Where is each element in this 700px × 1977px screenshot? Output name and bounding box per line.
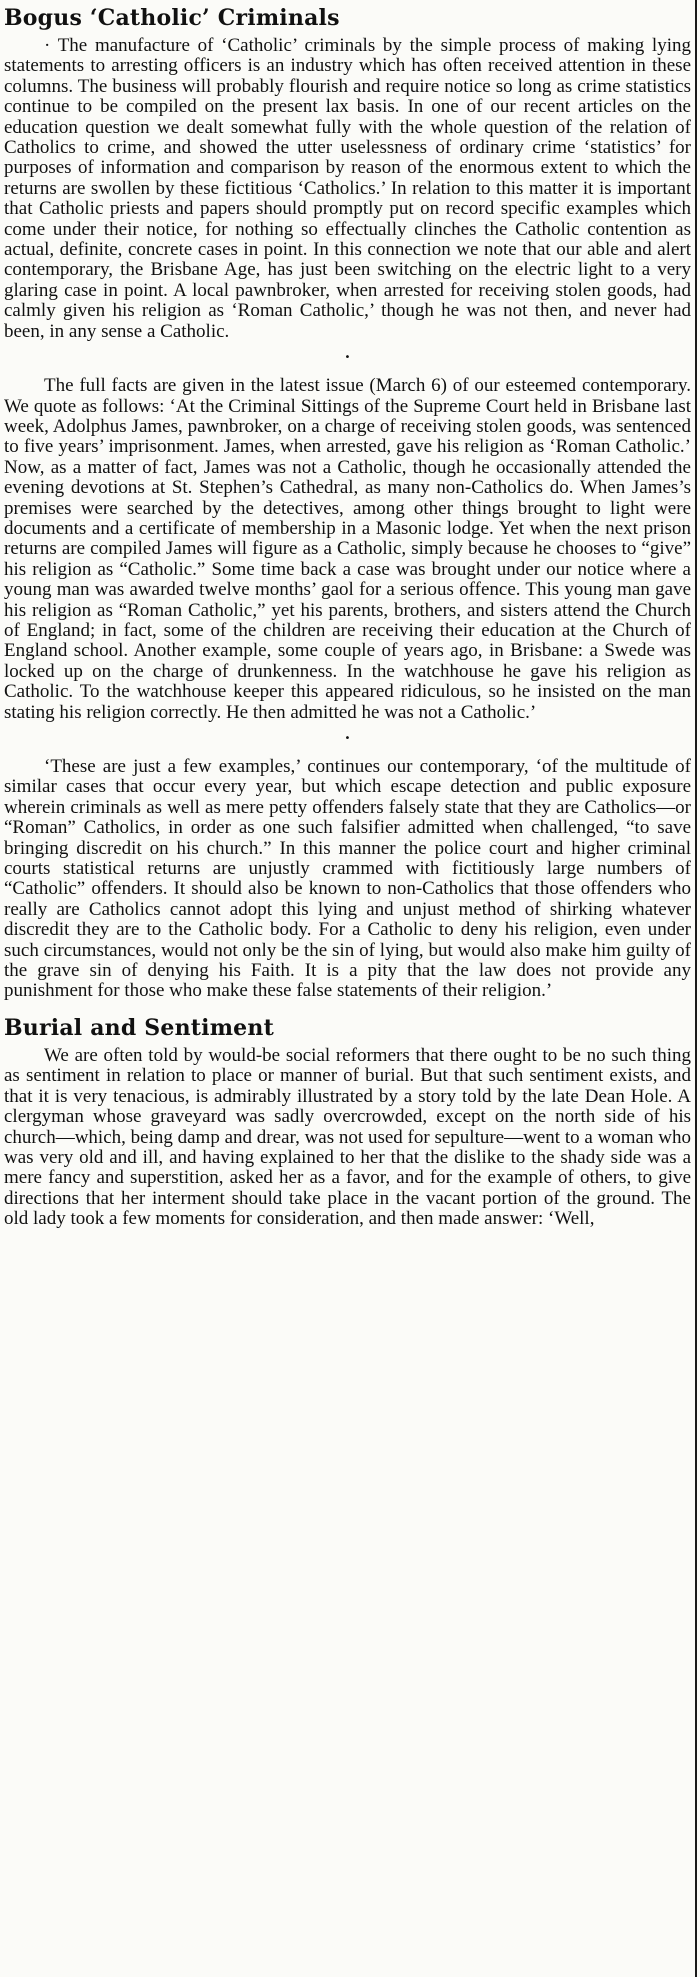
article1-paragraph-3: ‘These are just a few examples,’ continues our contemporary, ‘of the multitude of similar cases that occur every year, but which escape detection and public exposure wherein criminals as well as mere petty offenders falsely state that they are Catholics—or “Roman” Catholics, in order as one such falsifier admitted when challenged, “to save bringing discredit on his church.” In this manner the police court and higher criminal courts statistical returns are unjustly crammed with fictitiously large numbers of “Catholic” offenders. It should also be known to non-Catholics that those offenders who really are Catholics cannot adopt this lying and unjust method of shirking whatever discredit they are to the Catholic body. For a Catholic to deny his religion, even under such circumstances, would not only be the sin of lying, but would also make him guilty of the grave sin of denying his Faith. It is a pity that the law does not provide any punishment for those who make these false statements of their religion.’ [4, 756, 691, 1002]
article1-paragraph-2: The full facts are given in the latest issue (March 6) of our esteemed contemporary. We quote as follows: ‘At the Criminal Sittings of the Supreme Court held in Brisbane last week, Adolphus James, pawnbroker, on a charge of receiving stolen goods, was sentenced to five years’ imprisonment. James, when arrested, gave his religion as ‘Roman Catholic.’ Now, as a matter of fact, James was not a Catholic, though he occasionally attended the evening devotions at St. Stephen’s Cathedral, as many non-Catholics do. When James’s premises were searched by the detectives, among other things brought to light were documents and a certificate of membership in a Masonic lodge. Yet when the next prison returns are compiled James will figure as a Catholic, simply because he chooses to “give” his religion as “Catholic.” Some time back a case was brought under our notice where a young man was awarded twelve months’ gaol for a serious offence. This young man gave his religion as “Roman Catholic,” yet his parents, brothers, and sisters attend the Church of England; in fact, some of the children are receiving their education at the Church of England school. Another example, some couple of years ago, in Brisbane: a Swede was locked up on the charge of drunkenness. In the watchhouse he gave his religion as Catholic. To the watchhouse keeper this appeared ridiculous, so he insisted on the man stating his religion correctly. He then admitted he was not a Catholic.’ [4, 375, 691, 723]
section-separator: • [344, 352, 351, 364]
article-title-burial-and-sentiment: Burial and Sentiment [4, 1014, 274, 1041]
column-rule [695, 0, 697, 1977]
article2-paragraph-1: We are often told by would-be social reformers that there ought to be no such thing as sentiment in relation to place or manner of burial. But that such sentiment exists, and that it is very tenacious, is admirably illustrated by a story told by the late Dean Hole. A clergyman whose graveyard was sadly overcrowded, except on the north side of his church—which, being damp and drear, was not used for sepulture—went to a woman who was very old and ill, and having explained to her that the dislike to the shady side was a mere fancy and superstition, asked her as a favor, and for the example of others, to give directions that her interment should take place in the vacant portion of the ground. The old lady took a few moments for consideration, and then made answer: ‘Well, [4, 1044, 691, 1230]
article-title-bogus-catholic-criminals: Bogus ‘Catholic’ Criminals [4, 5, 340, 31]
section-separator: • [344, 733, 351, 744]
article1-paragraph-1: · The manufacture of ‘Catholic’ criminals by the simple process of making lying statements to arresting officers is an industry which has often received attention in these columns. The business will probably flourish and require notice so long as crime statistics continue to be compiled on the present lax basis. In one of our recent articles on the education question we dealt somewhat fully with the whole question of the relation of Catholics to crime, and showed the utter uselessness of ordinary crime ‘statistics’ for purposes of information and comparison by reason of the enormous extent to which the returns are swollen by these fictitious ‘Catholics.’ In relation to this matter it is important that Catholic priests and papers should promptly put on record specific examples which come under their notice, for nothing so effectually clinches the Catholic contention as actual, definite, concrete cases in point. In this connection we note that our able and alert contemporary, the Brisbane Age, has just been switching on the electric light to a very glaring case in point. A local pawnbroker, when arrested for receiving stolen goods, had calmly given his religion as ‘Roman Catholic,’ though he was not then, and never had been, in any sense a Catholic. [4, 35, 691, 342]
